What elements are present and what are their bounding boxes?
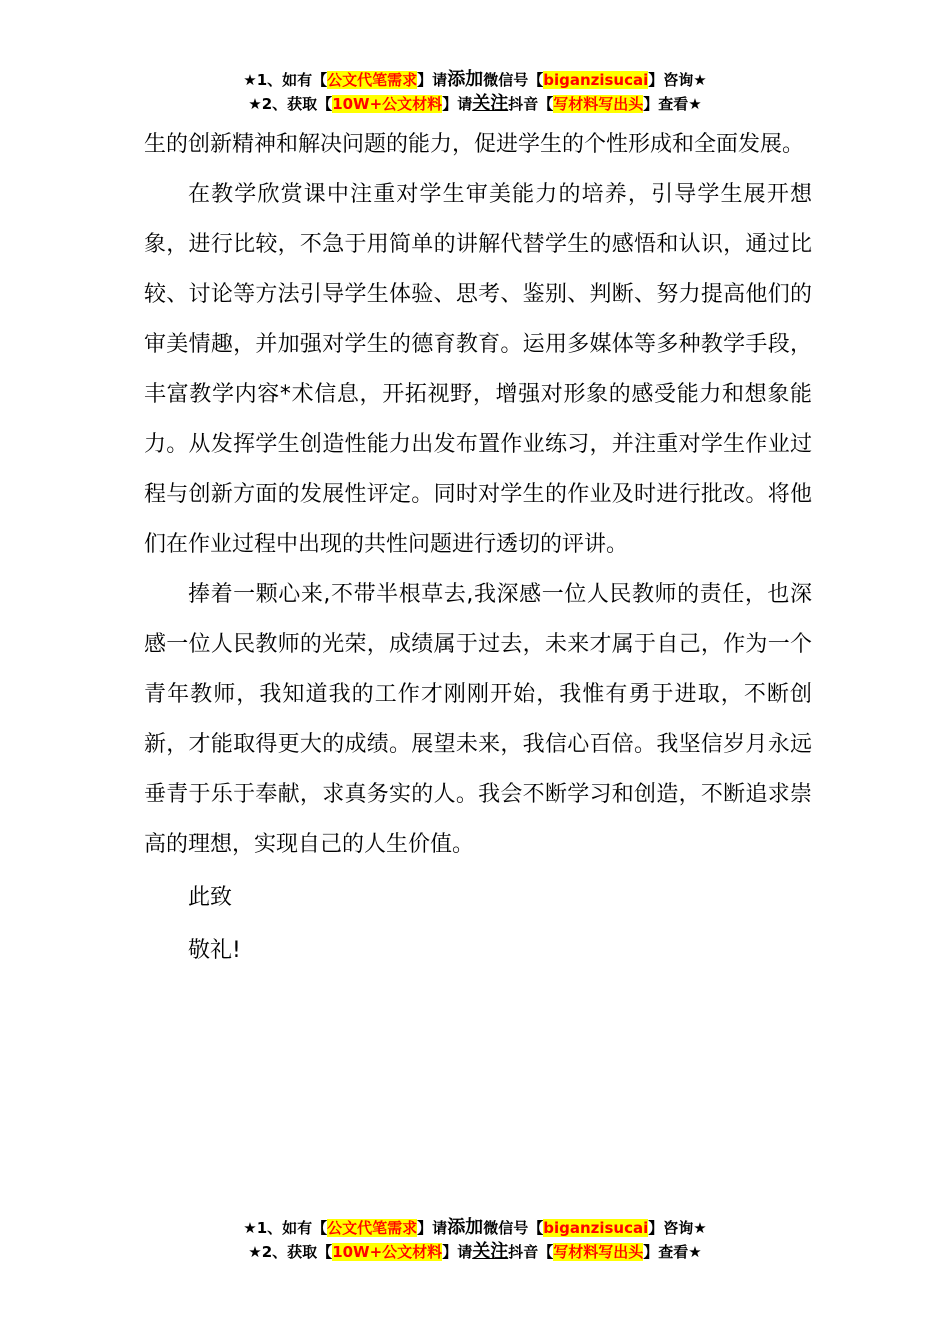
- banner-text: 】请: [417, 1219, 448, 1237]
- highlight-materials: 10W+公文材料: [332, 1243, 443, 1261]
- banner-text: 抖音【: [508, 1243, 554, 1261]
- banner-text: ★2、获取【: [248, 95, 333, 113]
- top-banner: [0, 68, 950, 116]
- highlight-douyin-id: 写材料写出头: [553, 1243, 644, 1261]
- banner-line-2: [0, 1240, 950, 1264]
- banner-text: ★1、如有【: [243, 71, 328, 89]
- closing-regards: 敬礼!: [188, 938, 241, 963]
- highlight-wechat-id: biganzisucai: [543, 71, 649, 89]
- banner-text: 抖音【: [508, 95, 554, 113]
- banner-text: ★2、获取【: [248, 1243, 333, 1261]
- paragraph: 在教学欣赏课中注重对学生审美能力的培养，引导学生展开想象，进行比较，不急于用简单的讲解代替学生的感悟和认识，通过比较、讨论等方法引导学生体验、思考、鉴别、判断、努力提高他们的审美情趣，并加强对学生的德育教育。运用多媒体等多种教学手段，丰富教学内容*术信息，开拓视野，增强对形象的感受能力和想象能力。从发挥学生创造性能力出发布置作业练习，并注重对学生作业过程与创新方面的发展性评定。同时对学生的作业及时进行批改。将他们在作业过程中出现的共性问题进行透切的评讲。: [144, 182, 812, 557]
- banner-text: 】请: [417, 71, 448, 89]
- highlight-wechat-id: biganzisucai: [543, 1219, 649, 1237]
- banner-text: 微信号【: [483, 1219, 544, 1237]
- banner-text: 微信号【: [483, 71, 544, 89]
- banner-line-1: [0, 68, 950, 92]
- highlight-service: 公文代笔需求: [327, 71, 418, 89]
- banner-line-2: [0, 92, 950, 116]
- banner-line-1: [0, 1216, 950, 1240]
- banner-text: 】咨询★: [648, 71, 707, 89]
- bottom-banner: [0, 1216, 950, 1264]
- banner-emphasis: 关注: [472, 93, 509, 114]
- document-body: [144, 120, 812, 976]
- banner-text: 】查看★: [643, 95, 702, 113]
- highlight-service: 公文代笔需求: [327, 1219, 418, 1237]
- banner-emphasis: 添加: [447, 1217, 484, 1238]
- banner-text: 】请: [442, 95, 473, 113]
- highlight-materials: 10W+公文材料: [332, 95, 443, 113]
- banner-emphasis: 添加: [447, 69, 484, 90]
- highlight-douyin-id: 写材料写出头: [553, 95, 644, 113]
- banner-emphasis: 关注: [472, 1241, 509, 1262]
- closing-salutation: 此致: [188, 885, 233, 910]
- banner-text: ★1、如有【: [243, 1219, 328, 1237]
- paragraph: 捧着一颗心来,不带半根草去,我深感一位人民教师的责任，也深感一位人民教师的光荣，成绩属于过去，未来才属于自己，作为一个青年教师，我知道我的工作才刚刚开始，我惟有勇于进取，不断创新，才能取得更大的成绩。展望未来，我信心百倍。我坚信岁月永远垂青于乐于奉献，求真务实的人。我会不断学习和创造，不断追求崇高的理想，实现自己的人生价值。: [144, 582, 812, 857]
- banner-text: 】咨询★: [648, 1219, 707, 1237]
- paragraph: 生的创新精神和解决问题的能力，促进学生的个性形成和全面发展。: [144, 132, 805, 157]
- banner-text: 】查看★: [643, 1243, 702, 1261]
- banner-text: 】请: [442, 1243, 473, 1261]
